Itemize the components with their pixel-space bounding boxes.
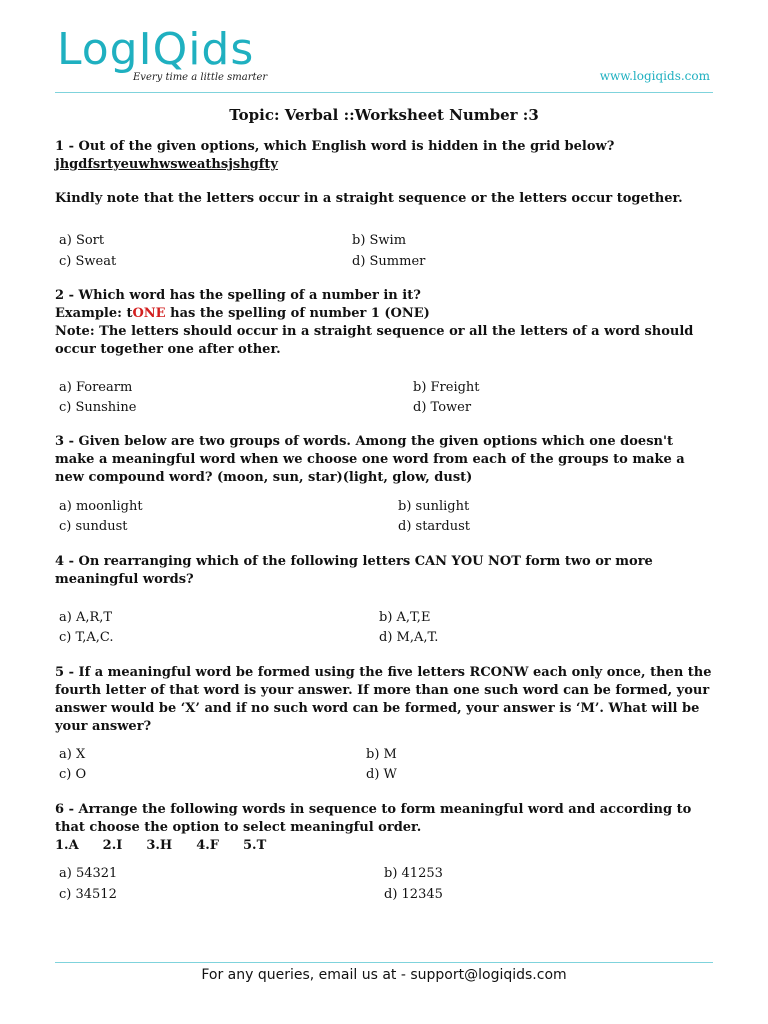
q1-option-b: b) Swim [352,233,407,248]
q6-option-d: d) 12345 [384,887,443,902]
letter-grid: jhgdfsrtyeuwhwsweathsjshgfty [55,157,278,172]
question-4-prompt: 4 - On rearranging which of the following letters CAN YOU NOT form two or more meaningful words? [55,554,653,587]
q4-option-b: b) A,T,E [379,610,431,625]
q6-option-b: b) 41253 [384,866,443,881]
logo-tagline: Every time a little smarter [133,72,268,83]
question-1 [55,138,715,208]
sequence-item: 5.T [243,838,267,853]
q2-option-a: a) Forearm [59,380,133,395]
question-2 [55,287,715,359]
footer-contact: For any queries, email us at - support@logiqids.com [201,967,567,983]
question-2-note: Note: The letters should occur in a straight sequence or all the letters of a word should occur together one after other. [55,324,694,357]
example-highlight: ONE [132,306,166,321]
q1-option-a: a) Sort [59,233,105,248]
q4-option-c: c) T,A,C. [59,630,114,645]
question-3-prompt: 3 - Given below are two groups of words. Among the given options which one doesn't make a meaningful word when we choose one word from each of the groups to make a new compound word? (moon, sun, star)(light, glow, dust) [55,434,685,485]
sequence-item: 2.I [102,838,123,853]
q1-option-c: c) Sweat [59,254,117,269]
q3-option-d: d) stardust [398,519,470,534]
q6-option-a: a) 54321 [59,866,118,881]
sequence-item: 3.H [146,838,173,853]
question-4 [55,553,715,589]
example-suffix: has the spelling of number 1 (ONE) [165,306,430,321]
sequence-item: 1.A [55,838,79,853]
q1-option-d: d) Summer [352,254,426,269]
q5-option-b: b) M [366,747,397,762]
question-5 [55,664,715,736]
q3-option-a: a) moonlight [59,499,143,514]
q5-option-c: c) O [59,767,87,782]
q2-option-c: c) Sunshine [59,400,137,415]
footer-divider [55,962,713,963]
header-divider [55,92,713,93]
q4-option-d: d) M,A,T. [379,630,439,645]
question-2-example [55,305,715,323]
worksheet-title: Topic: Verbal ::Worksheet Number :3 [229,106,539,124]
logo [57,24,268,83]
question-3 [55,433,715,487]
question-1-prompt: 1 - Out of the given options, which English word is hidden in the grid below? [55,139,615,154]
question-1-note: Kindly note that the letters occur in a straight sequence or the letters occur together. [55,191,683,206]
logo-text: LogIQids [57,24,255,75]
website-link[interactable]: www.logiqids.com [599,69,710,83]
question-6 [55,801,715,855]
q2-option-b: b) Freight [413,380,480,395]
sequence-item: 4.F [196,838,219,853]
example-prefix: Example: t [55,306,133,321]
q6-option-c: c) 34512 [59,887,117,902]
q4-option-a: a) A,R,T [59,610,113,625]
q5-option-d: d) W [366,767,397,782]
question-2-prompt: 2 - Which word has the spelling of a number in it? [55,288,421,303]
question-5-prompt: 5 - If a meaningful word be formed using the five letters RCONW each only once, then the fourth letter of that word is your answer. If more than one such word can be formed, your answer would be ‘X’ and if no such word can be formed, your answer is ‘M’. What will be your answer? [55,665,712,734]
q3-option-c: c) sundust [59,519,128,534]
q5-option-a: a) X [59,747,86,762]
q3-option-b: b) sunlight [398,499,470,514]
q2-option-d: d) Tower [413,400,472,415]
question-6-prompt: 6 - Arrange the following words in sequence to form meaningful word and according to that choose the option to select meaningful order. [55,802,692,835]
letter-sequence [55,837,715,855]
